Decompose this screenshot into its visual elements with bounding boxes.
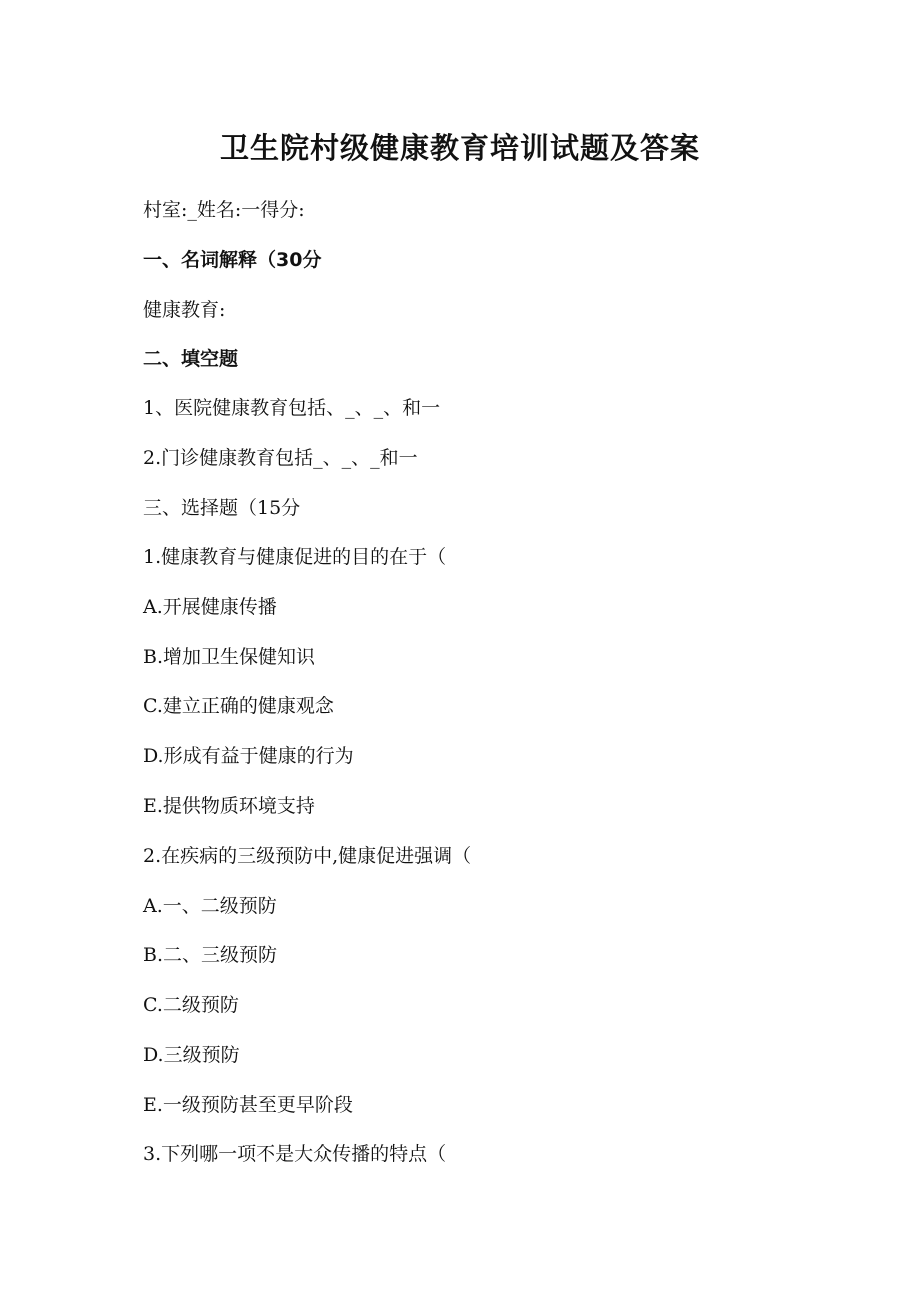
document-title: 卫生院村级健康教育培训试题及答案 <box>219 131 700 165</box>
question-3-stem: 3.下列哪一项不是大众传播的特点（ <box>143 1143 447 1165</box>
section2-heading: 二、填空题 <box>143 348 239 370</box>
question-2-option-a: A.一、二级预防 <box>143 895 277 917</box>
section3-heading: 三、选择题（15分 <box>143 497 301 519</box>
question-1-option-c: C.建立正确的健康观念 <box>143 695 334 717</box>
question-1-option-e: E.提供物质环境支持 <box>143 795 315 817</box>
question-2-option-b: B.二、三级预防 <box>143 944 278 966</box>
section1-heading: 一、名词解释（30分 <box>143 249 322 271</box>
fill-blank-item-1: 1、医院健康教育包括、_、_、和一 <box>143 397 441 419</box>
question-1-option-d: D.形成有益于健康的行为 <box>143 745 354 767</box>
question-2-option-c: C.二级预防 <box>143 994 239 1016</box>
question-1-stem: 1.健康教育与健康促进的目的在于（ <box>143 546 447 568</box>
section1-item: 健康教育: <box>143 299 226 321</box>
question-2-option-e: E.一级预防甚至更早阶段 <box>143 1094 353 1116</box>
question-2-option-d: D.三级预防 <box>143 1044 240 1066</box>
header-fields: 村室:_姓名:一得分: <box>143 199 305 221</box>
question-2-stem: 2.在疾病的三级预防中,健康促进强调（ <box>143 845 472 867</box>
question-1-option-b: B.增加卫生保健知识 <box>143 646 316 668</box>
question-1-option-a: A.开展健康传播 <box>143 596 277 618</box>
fill-blank-item-2: 2.门诊健康教育包括_、_、_和一 <box>143 447 418 469</box>
